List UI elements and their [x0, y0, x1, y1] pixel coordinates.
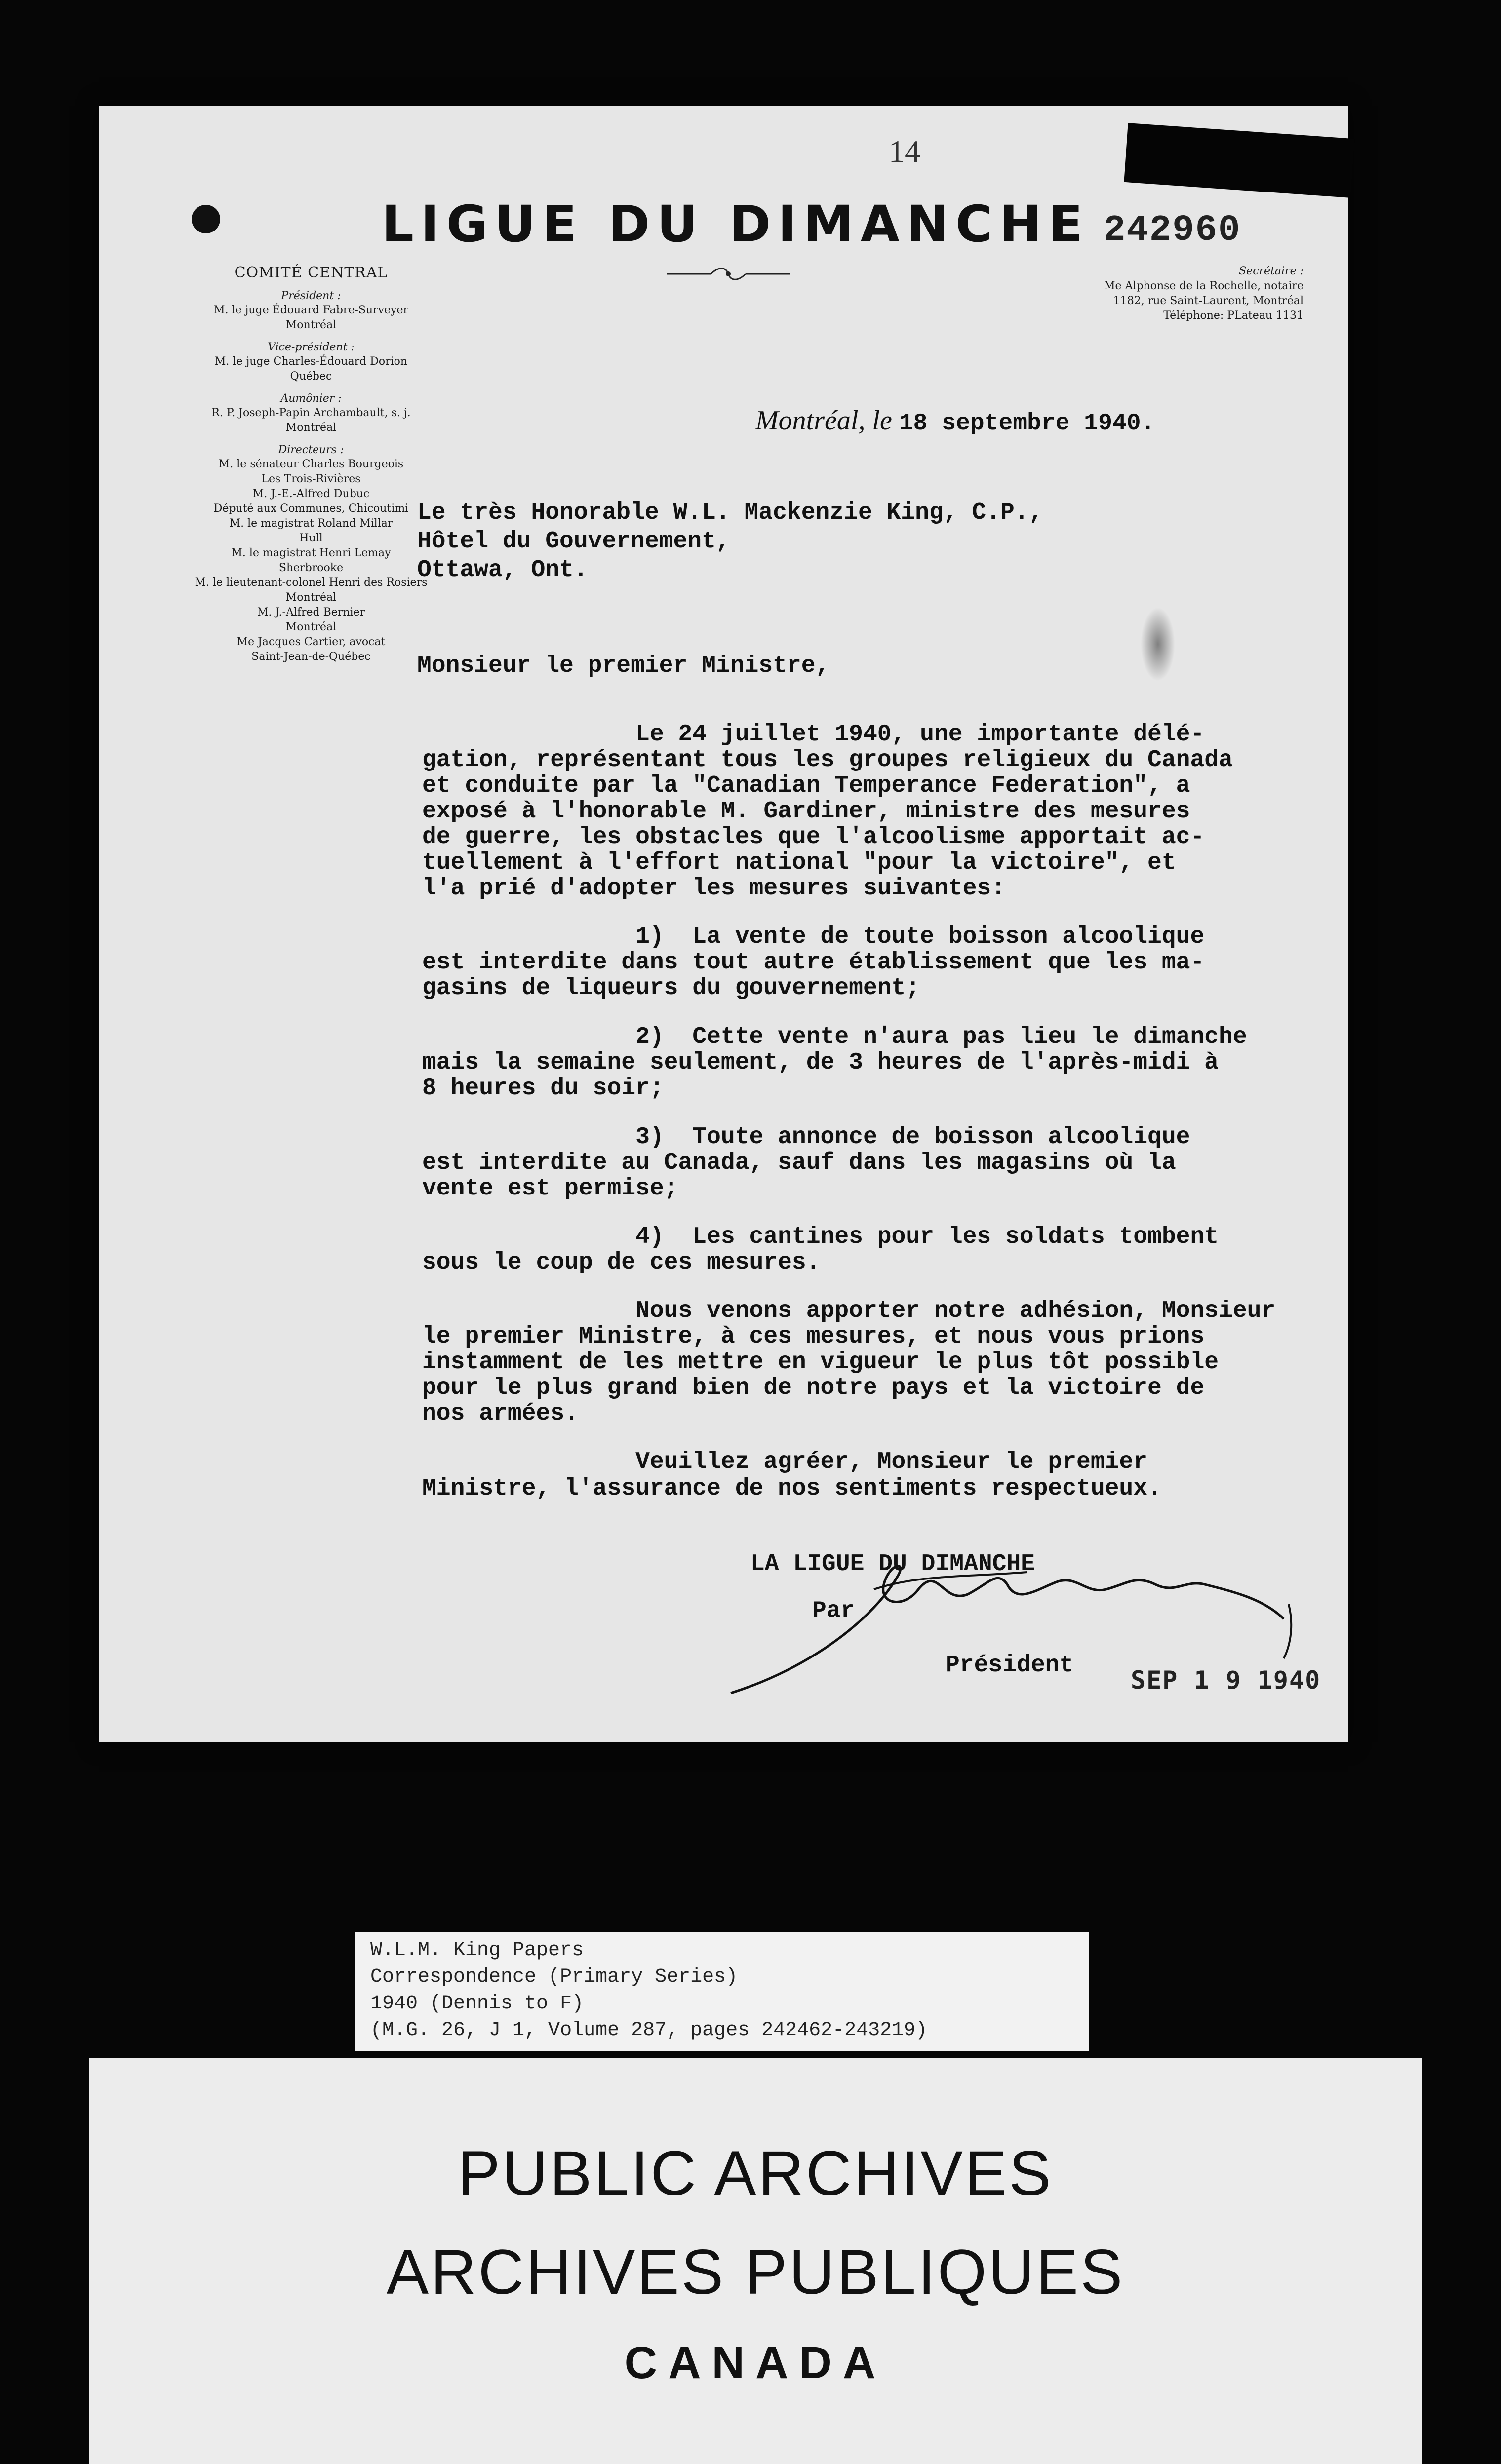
text-line: tuellement à l'effort national "pour la victoire", et — [422, 849, 1176, 876]
committee-directors — [165, 443, 457, 664]
committee-president — [165, 289, 457, 333]
text-line: Le 24 juillet 1940, une importante délé- — [422, 721, 1205, 748]
member-city: Sherbrooke — [278, 562, 344, 574]
member-name: M. le juge Charles-Édouard Dorion — [214, 355, 408, 368]
text-line: exposé à l'honorable M. Gardiner, ministre des mesures — [422, 798, 1190, 825]
member-name: M. J.-Alfred Bernier — [257, 606, 365, 618]
secretary-block — [1017, 264, 1304, 323]
handwritten-number: 14 — [889, 134, 920, 169]
body-paragraph-1 — [422, 722, 1233, 901]
body-paragraph-2 — [422, 1298, 1275, 1426]
text-line: Nous venons apporter notre adhésion, Monsieur — [422, 1298, 1276, 1324]
letterhead-title: LIGUE DU DIMANCHE — [381, 195, 1090, 254]
member-name: M. le juge Édouard Fabre-Surveyer — [213, 304, 409, 316]
member-name: M. le lieutenant-colonel Henri des Rosiers — [195, 577, 428, 589]
member-city: Saint-Jean-de-Québec — [251, 651, 371, 663]
archive-line-english: PUBLIC ARCHIVES — [458, 2138, 1053, 2209]
label-line: Correspondence (Primary Series) — [370, 1966, 738, 1988]
label-line: W.L.M. King Papers — [370, 1939, 584, 1962]
secretary-address: 1182, rue Saint-Laurent, Montréal — [1113, 295, 1304, 307]
member-city: Député aux Communes, Chicoutimi — [213, 502, 409, 515]
text-line: pour le plus grand bien de notre pays et la victoire de — [422, 1375, 1205, 1401]
member-name: M. J.-E.-Alfred Dubuc — [252, 488, 370, 500]
member-name: M. le magistrat Roland Millar — [229, 517, 393, 530]
text-line: 2) Cette vente n'aura pas lieu le dimanche — [422, 1024, 1247, 1050]
measure-item-1 — [422, 924, 1204, 1001]
signature-org: LA LIGUE DU DIMANCHE — [750, 1551, 1035, 1578]
text-line: 8 heures du soir; — [422, 1075, 664, 1102]
member-city: Les Trois-Rivières — [261, 473, 361, 485]
ornament-icon — [667, 264, 790, 284]
member-city: Québec — [290, 370, 332, 383]
text-line: le premier Ministre, à ces mesures, et nous vous prions — [422, 1323, 1205, 1350]
committee-vice-president — [165, 341, 457, 384]
signature-par: Par — [812, 1598, 855, 1624]
received-date-stamp: SEP 1 9 1940 — [1131, 1666, 1321, 1694]
text-line: Ministre, l'assurance de nos sentiments respectueux. — [422, 1475, 1162, 1502]
measure-item-2 — [422, 1024, 1247, 1101]
text-line: Veuillez agréer, Monsieur le premier — [422, 1449, 1148, 1475]
text-line: et conduite par la "Canadian Temperance Federation", a — [422, 772, 1190, 799]
member-name: M. le sénateur Charles Bourgeois — [218, 458, 404, 470]
text-line: 3) Toute annonce de boisson alcoolique — [422, 1124, 1190, 1151]
dateline-city: Montréal, le — [755, 405, 892, 436]
committee-list — [165, 264, 457, 664]
role-label: Directeurs : — [278, 444, 344, 456]
committee-heading: COMITÉ CENTRAL — [234, 264, 388, 281]
member-name: R. P. Joseph-Papin Archambault, s. j. — [211, 407, 411, 419]
member-city: Montréal — [285, 422, 337, 434]
member-name: M. le magistrat Henri Lemay — [231, 547, 391, 559]
dateline — [755, 405, 1155, 437]
signature-title: Président — [946, 1652, 1074, 1679]
secretary-name: Me Alphonse de la Rochelle, notaire — [1104, 280, 1304, 292]
member-city: Montréal — [285, 621, 337, 633]
archive-line-country: CANADA — [624, 2338, 887, 2388]
text-line: est interdite dans tout autre établissement que les ma- — [422, 949, 1205, 976]
text-line: mais la semaine seulement, de 3 heures de l'après-midi à — [422, 1049, 1219, 1076]
member-city: Hull — [299, 532, 323, 544]
archive-line-french: ARCHIVES PUBLIQUES — [386, 2237, 1125, 2308]
member-city: Montréal — [285, 319, 337, 331]
member-name: Me Jacques Cartier, avocat — [237, 636, 386, 648]
dateline-date: 18 septembre 1940. — [899, 410, 1155, 437]
salutation: Monsieur le premier Ministre, — [417, 653, 830, 679]
text-line: vente est permise; — [422, 1175, 678, 1202]
closing-paragraph — [422, 1449, 1162, 1502]
label-line: (M.G. 26, J 1, Volume 287, pages 242462-243219) — [370, 2019, 928, 2041]
role-label: Vice-président : — [268, 341, 355, 353]
ink-smudge — [1141, 607, 1175, 681]
bullet-dot-icon — [192, 205, 220, 233]
text-line: gation, représentant tous les groupes religieux du Canada — [422, 747, 1233, 773]
addressee-line: Le très Honorable W.L. Mackenzie King, C.P., — [417, 500, 1043, 526]
role-label: Aumônier : — [280, 392, 342, 405]
text-line: 4) Les cantines pour les soldats tombent — [422, 1224, 1219, 1250]
text-line: gasins de liqueurs du gouvernement; — [422, 975, 920, 1001]
text-line: de guerre, les obstacles que l'alcoolisme apportait ac- — [422, 824, 1205, 850]
label-line: 1940 (Dennis to F) — [370, 1993, 584, 2015]
text-line: est interdite au Canada, sauf dans les magasins où la — [422, 1150, 1176, 1176]
text-line: sous le coup de ces mesures. — [422, 1249, 821, 1276]
measure-item-3 — [422, 1124, 1190, 1201]
text-line: 1) La vente de toute boisson alcoolique — [422, 924, 1205, 950]
addressee-line: Ottawa, Ont. — [417, 557, 588, 583]
measure-item-4 — [422, 1224, 1219, 1275]
committee-chaplain — [165, 392, 457, 435]
archive-label-card — [356, 1932, 1089, 2051]
page-number-stamp: 242960 — [1104, 210, 1241, 251]
secretary-phone: Téléphone: PLateau 1131 — [1163, 309, 1304, 322]
text-line: l'a prié d'adopter les mesures suivantes: — [422, 875, 1005, 902]
public-archives-card — [89, 2058, 1422, 2464]
member-city: Montréal — [285, 591, 337, 604]
text-line: instamment de les mettre en vigueur le plus tôt possible — [422, 1349, 1219, 1376]
addressee-line: Hôtel du Gouvernement, — [417, 528, 730, 555]
role-label: Secrétaire : — [1239, 265, 1304, 277]
text-line: nos armées. — [422, 1400, 579, 1427]
role-label: Président : — [281, 290, 341, 302]
